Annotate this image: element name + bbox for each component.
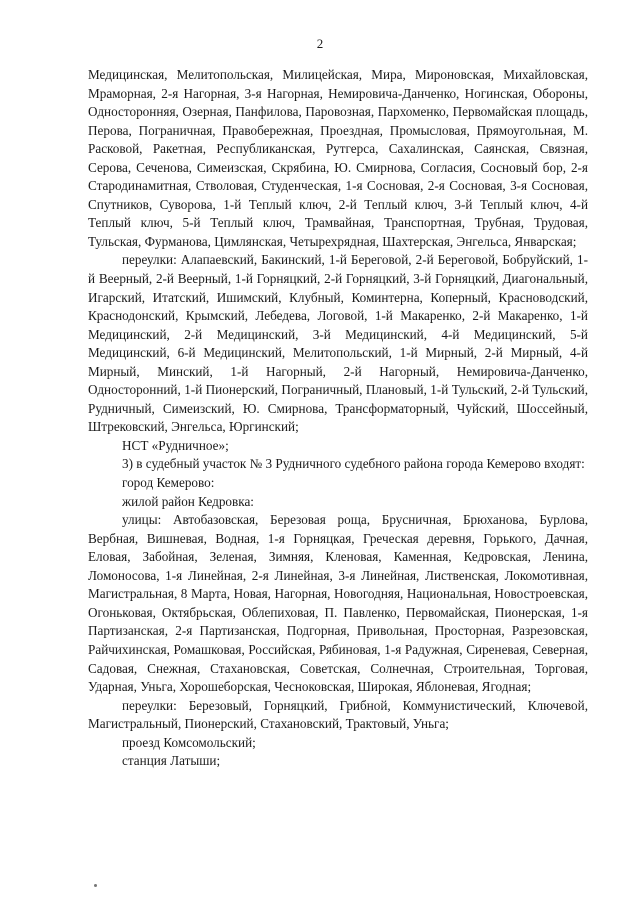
paragraph-kedrovka-lanes: переулки: Березовый, Горняцкий, Грибной, Коммунистический, Ключевой, Магистральный, Пионерский, Стахановский, Трактовый, Уньга; [88, 697, 588, 732]
paragraph-streets-continued: Медицинская, Мелитопольская, Милицейская, Мира, Мироновская, Михайловская, Мраморная, 2-я Нагорная, 3-я Нагорная, Немировича-Данченко, Ногинская, Обороны, Односторонняя, Озерная, Панфилова, Паровозная, Пархоменко, Первомайская площадь, Перова, Пограничная, Правобережная, Проездная, Промысловая, Прямоугольная, М. Расковой, Ракетная, Республиканская, Рутгерса, Сахалинская, Саянская, Связная, Серова, Сеченова, Симеизская, Скрябина, Ю. Смирнова, Согласия, Сосновый бор, 2-я Стародинамитная, Стволовая, Студенческая, 1-я Сосновая, 2-я Сосновая, 3-я Сосновая, Спутников, Суворова, 1-й Теплый ключ, 2-й Теплый ключ, 3-й Теплый ключ, 4-й Теплый ключ, 5-й Теплый ключ, Трамвайная, Транспортная, Трубная, Трудовая, Тульская, Фурманова, Цимлянская, Четырехрядная, Шахтерская, Энгельса, Январская; [88, 67, 588, 249]
paragraph-court-section-3: 3) в судебный участок № 3 Рудничного судебного района города Кемерово входят: [122, 456, 585, 472]
paragraph-passage: проезд Комсомольский; [122, 734, 256, 750]
paragraph-kedrovka-streets: улицы: Автобазовская, Березовая роща, Брусничная, Брюханова, Бурлова, Вербная, Вишневая, Водная, 1-я Горняцкая, Греческая деревня, Горького, Дачная, Еловая, Забойная, Зеленая, Зимняя, Кленовая, Каменная, Кедровская, Ленина, Ломоносова, 1-я Линейная, 2-я Линейная, 3-я Линейная, Лиственская, Локомотивная, Магистральная, 8 Марта, Новая, Нагорная, Новогодняя, Национальная, Новостроевская, Огоньковая, Октябрьская, Облепиховая, П. Павленко, Первомайская, Пионерская, 1-я Партизанская, 2-я Партизанская, Подгорная, Привольная, Просторная, Разрезовская, Райчихинская, Ромашковая, Российская, Рябиновая, 1-я Радужная, Сиреневая, Северная, Садовая, Снежная, Стахановская, Советская, Солнечная, Строительная, Торговая, Ударная, Уньга, Хорошеборская, Чесноковская, Широкая, Яблоневая, Ягодная; [88, 512, 588, 695]
paragraph-nst: НСТ «Рудничное»; [122, 437, 229, 453]
document-body [88, 66, 588, 771]
page-number: 2 [316, 36, 324, 51]
scan-speck [94, 884, 97, 887]
paragraph-lanes: переулки: Алапаевский, Бакинский, 1-й Береговой, 2-й Береговой, Бобруйский, 1-й Веерный, 2-й Веерный, 1-й Горняцкий, 2-й Горняцкий, 3-й Горняцкий, Диагональный, Игарский, Итатский, Ишимский, Клубный, Коминтерна, Коперный, Красноводский, Краснодонский, Крымский, Лебедева, Логовой, 1-й Макаренко, 2-й Макаренко, 1-й Медицинский, 2-й Медицинский, 3-й Медицинский, 4-й Медицинский, 5-й Медицинский, 6-й Медицинский, Мелитопольский, 1-й Мирный, 2-й Мирный, 4-й Мирный, Минский, 1-й Нагорный, 2-й Нагорный, Немировича-Данченко, Односторонний, 1-й Пионерский, Пограничный, Плановый, 1-й Тульский, 2-й Тульский, Рудничный, Симеизский, Ю. Смирнова, Трансформаторный, Чуйский, Шоссейный, Штрековский, Энгельса, Юргинский; [88, 252, 588, 435]
paragraph-district: жилой район Кедровка: [122, 493, 254, 509]
paragraph-city: город Кемерово: [122, 475, 215, 491]
paragraph-station: станция Латыши; [122, 753, 221, 769]
